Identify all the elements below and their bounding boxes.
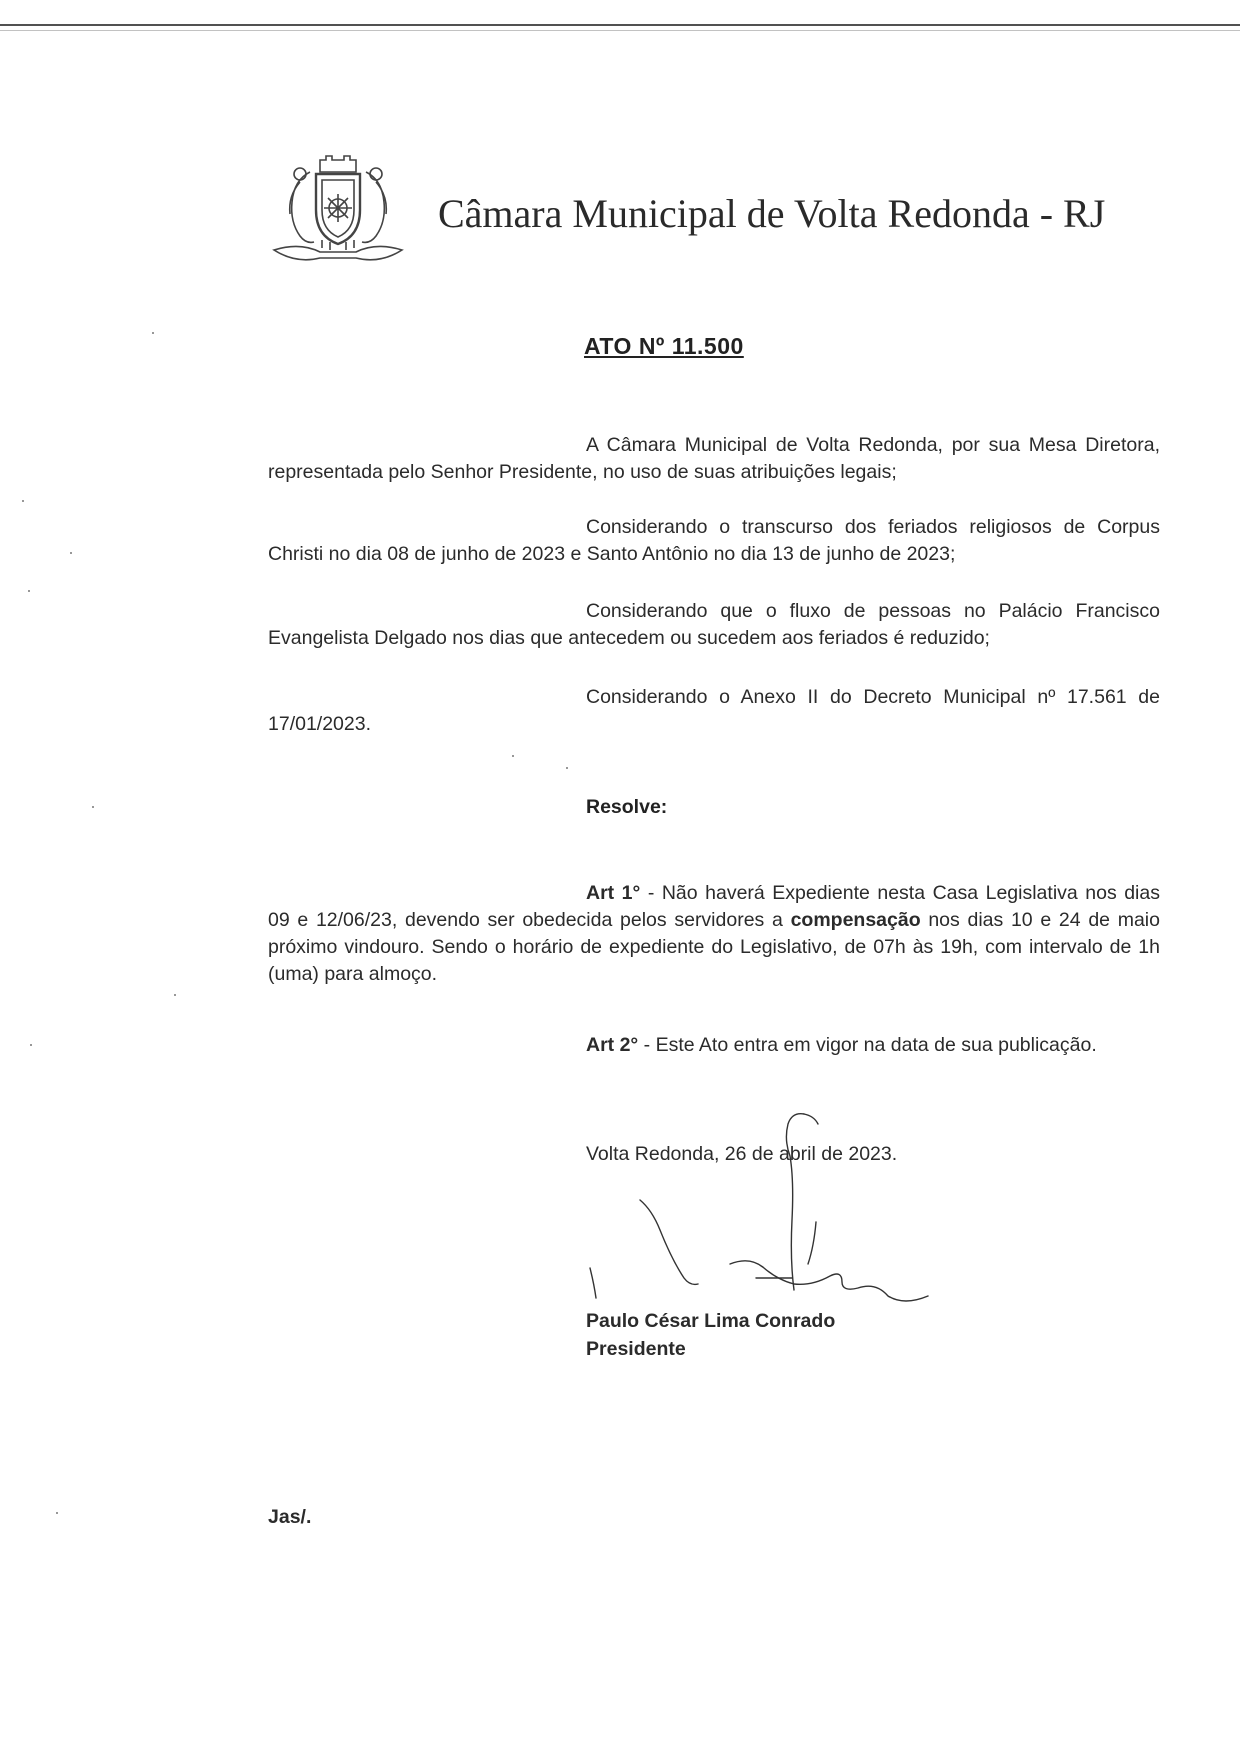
signer-role: Presidente [586,1338,686,1360]
considering-flow-paragraph: Considerando que o fluxo de pessoas no Palácio Francisco Evangelista Delgado nos dias que antecedem ou sucedem aos feriados é reduzido; [268,600,1160,649]
document-date: Volta Redonda, 26 de abril de 2023. [586,1143,898,1165]
resolve-heading: Resolve: [586,796,668,818]
scan-speck [56,1512,58,1514]
article-1-bold-word: compensação [790,909,921,931]
scan-border-line [0,24,1240,26]
scan-speck [70,552,72,554]
scan-border-line-faint [0,30,1240,31]
signer-name: Paulo César Lima Conrado [586,1310,836,1332]
handwritten-signature [580,1110,980,1310]
municipal-coat-of-arms-icon [270,152,406,268]
article-2-label: Art 2° [586,1034,639,1056]
preamble-paragraph: A Câmara Municipal de Volta Redonda, por sua Mesa Diretora, representada pelo Senhor Presidente, no uso de suas atribuições legais; [268,434,1160,483]
scan-speck [30,1044,32,1046]
scan-speck [174,994,176,996]
article-1 [268,880,1160,988]
article-1-text-after: nos dias 10 e 24 de maio próximo vindouro. Sendo o horário de expediente do Legislativo, de 07h às 19h, com intervalo de 1h (uma) para almoço. [268,909,1160,985]
typist-initials: Jas/. [268,1506,312,1528]
scan-speck [566,767,568,769]
scan-speck [92,806,94,808]
institution-name: Câmara Municipal de Volta Redonda - RJ [438,191,1106,236]
scan-speck [152,332,154,334]
letterhead [270,148,1170,268]
scan-speck [22,500,24,502]
act-title: ATO Nº 11.500 [584,333,744,359]
article-2 [268,1032,1160,1059]
scan-speck [512,755,514,757]
considering-decree-paragraph: Considerando o Anexo II do Decreto Municipal nº 17.561 de 17/01/2023. [268,686,1160,735]
article-2-text: - Este Ato entra em vigor na data de sua publicação. [638,1034,1097,1056]
article-1-text-before: - Não haverá Expediente nesta Casa Legislativa nos dias 09 e 12/06/23, devendo ser obedecida pelos servidores a [268,882,1160,931]
article-1-label: Art 1° [586,882,641,904]
considering-holidays-paragraph: Considerando o transcurso dos feriados religiosos de Corpus Christi no dia 08 de junho de 2023 e Santo Antônio no dia 13 de junho de 2023; [268,516,1160,565]
scan-speck [28,590,30,592]
